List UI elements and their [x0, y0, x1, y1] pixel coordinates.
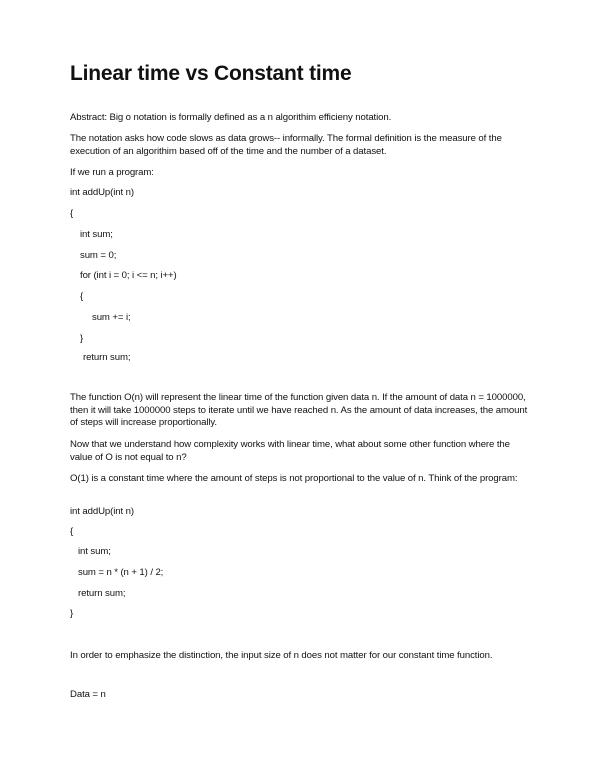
code-line: sum += i; — [92, 312, 131, 323]
code-line: for (int i = 0; i <= n; i++) — [80, 270, 177, 281]
data-paragraph: Data = n — [70, 689, 106, 700]
code-line: int sum; — [78, 546, 111, 557]
code-line: int addUp(int n) — [70, 506, 134, 517]
code-line: sum = n * (n + 1) / 2; — [78, 567, 164, 578]
constant-time-paragraph: O(1) is a constant time where the amount of steps is not proportional to the value of n. Think of the program: — [70, 473, 518, 484]
code-line: { — [80, 291, 84, 302]
code-line: int sum; — [80, 229, 113, 240]
code-line: } — [80, 333, 84, 344]
abstract-paragraph: Abstract: Big o notation is formally defined as a n algorithim efficieny notation. — [70, 112, 392, 123]
code-line: sum = 0; — [80, 250, 117, 261]
complexity-paragraph: Now that we understand how complexity works with linear time, what about some other function where the value of O is not equal to n? — [70, 439, 510, 463]
code-line: } — [70, 608, 74, 619]
page-title: Linear time vs Constant time — [70, 62, 352, 85]
linear-time-paragraph: The function O(n) will represent the linear time of the function given data n. If the amount of data n = 1000000, then it will take 1000000 steps to iterate until we have reached n. As the amount of data increases, the amount of steps will increase proportionally. — [70, 392, 528, 428]
code-line: return sum; — [78, 588, 126, 599]
program-intro-paragraph: If we run a program: — [70, 167, 154, 178]
notation-paragraph: The notation asks how code slows as data grows-- informally. The formal definition is the measure of the execution of an algorithim based off of the time and the number of a dataset. — [70, 133, 502, 157]
code-line: { — [70, 208, 74, 219]
code-line: { — [70, 526, 74, 537]
code-line: return sum; — [83, 352, 131, 363]
distinction-paragraph: In order to emphasize the distinction, the input size of n does not matter for our constant time function. — [70, 650, 493, 661]
code-line: int addUp(int n) — [70, 187, 134, 198]
